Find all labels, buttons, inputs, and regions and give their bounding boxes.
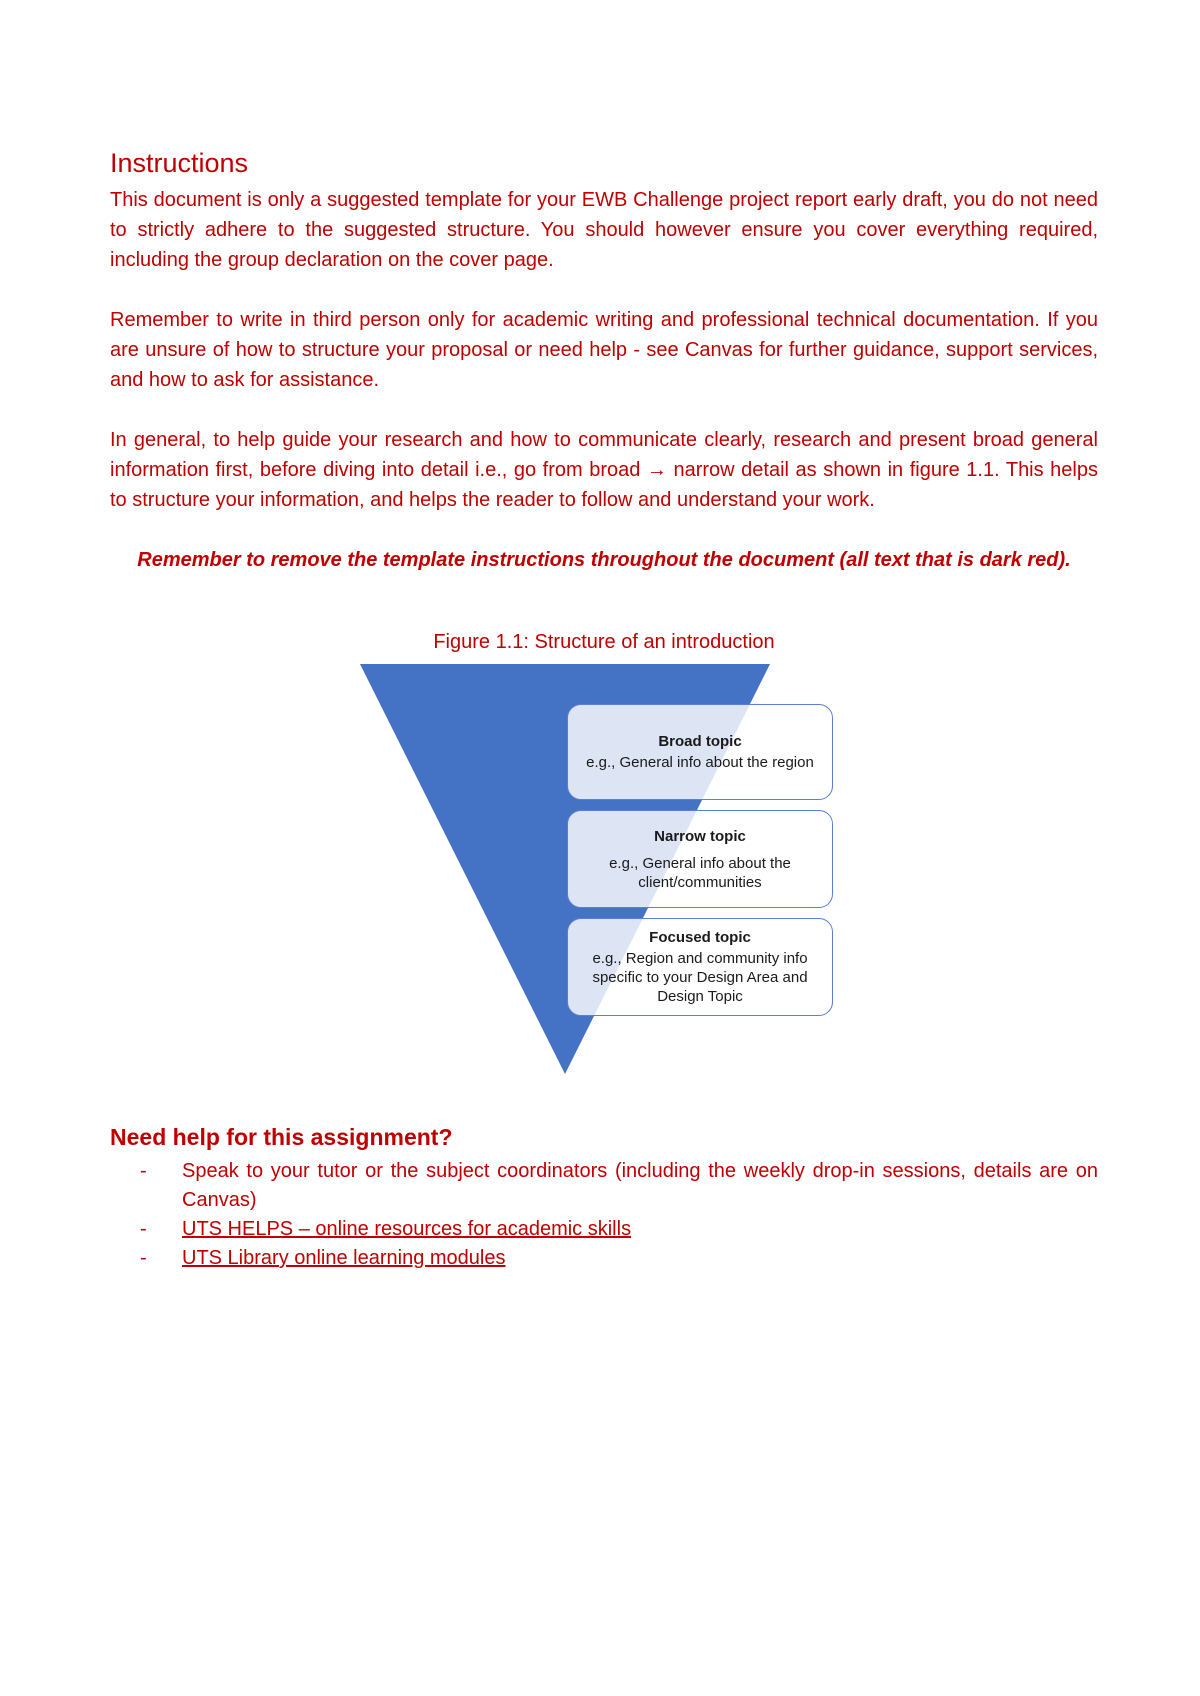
narrow-topic-box bbox=[567, 810, 833, 908]
instructions-paragraph-1: This document is only a suggested template for your EWB Challenge project report early draft, you do not need to strictly adhere to the suggested structure. You should however ensure you cover everything required, including the group declaration on the cover page. bbox=[110, 189, 1098, 272]
list-dash: - bbox=[140, 1160, 147, 1183]
figure-caption-text: Structure of an introduction bbox=[534, 631, 775, 654]
instructions-heading: Instructions bbox=[110, 148, 249, 178]
list-dash: - bbox=[140, 1218, 147, 1241]
focused-topic-title: Focused topic bbox=[649, 929, 751, 947]
help-heading: Need help for this assignment? bbox=[110, 1124, 453, 1151]
instructions-paragraph-3: In general, to help guide your research and how to communicate clearly, research and present broad general information first, before diving into detail i.e., go from broad → narrow detail as shown in figure 1.1. This helps to structure your information, and helps the reader to follow and understand your work. bbox=[110, 429, 1098, 512]
focused-topic-body: e.g., Region and community info specific to your Design Area and Design Topic bbox=[592, 950, 808, 1006]
broad-topic-title: Broad topic bbox=[658, 733, 742, 751]
list-dash: - bbox=[140, 1247, 147, 1270]
document-page bbox=[110, 148, 1098, 1273]
broad-topic-box bbox=[567, 704, 833, 800]
narrow-topic-title: Narrow topic bbox=[654, 827, 746, 845]
help-item-helps bbox=[110, 1215, 1098, 1244]
figure-caption-label: Figure 1.1: bbox=[433, 631, 529, 654]
instructions-paragraph-2: Remember to write in third person only for academic writing and professional technical documentation. If you are unsure of how to structure your proposal or need help - see Canvas for further guidance, support services, and how to ask for assistance. bbox=[110, 309, 1098, 392]
figure-caption bbox=[110, 631, 1098, 654]
uts-helps-link[interactable]: UTS HELPS – online resources for academic skills bbox=[182, 1218, 632, 1241]
focused-topic-box bbox=[567, 918, 833, 1016]
help-item-tutor-text: Speak to your tutor or the subject coordinators (including the weekly drop-in sessions, details are on Canvas) bbox=[182, 1160, 1098, 1212]
help-item-tutor bbox=[110, 1157, 1098, 1215]
help-list bbox=[110, 1157, 1098, 1273]
remove-instructions-note: Remember to remove the template instructions throughout the document (all text that is dark red). bbox=[137, 549, 1071, 572]
help-item-library bbox=[110, 1244, 1098, 1273]
funnel-diagram bbox=[110, 664, 1098, 1078]
narrow-topic-body: e.g., General info about the client/communities bbox=[609, 854, 791, 891]
broad-topic-body: e.g., General info about the region bbox=[586, 754, 814, 772]
uts-library-link[interactable]: UTS Library online learning modules bbox=[182, 1247, 506, 1270]
